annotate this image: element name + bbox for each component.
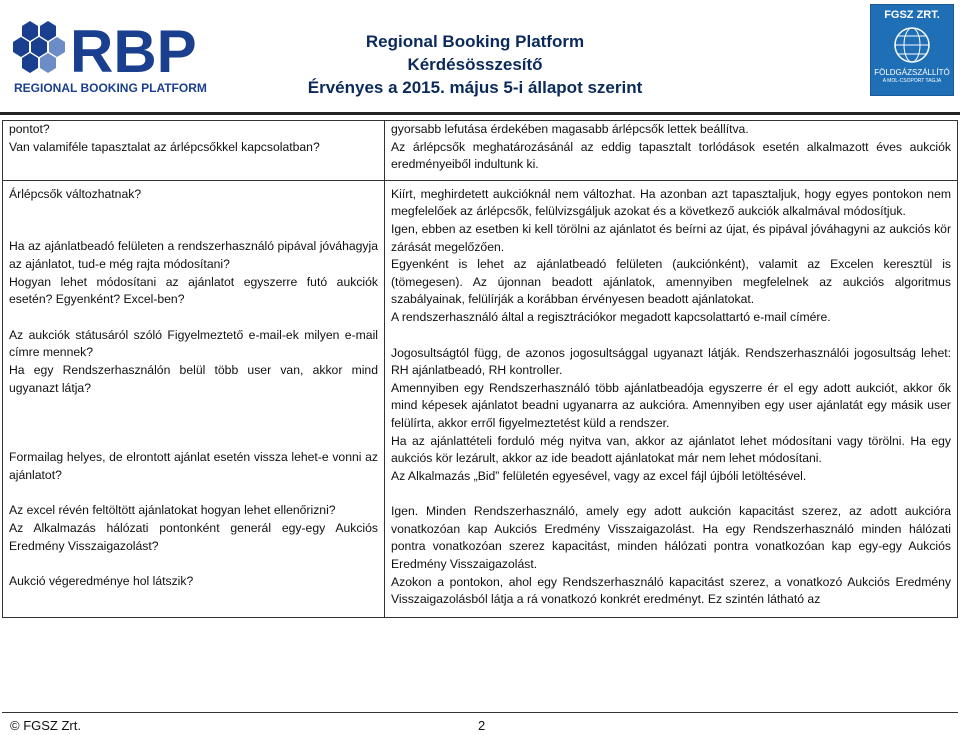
answer-text: gyorsabb lefutása érdekében magasabb árlépcsők lettek beállítva. bbox=[391, 122, 749, 136]
title-line-3: Érvényes a 2015. május 5-i állapot szerint bbox=[307, 78, 643, 97]
footer-copyright: © FGSZ Zrt. bbox=[10, 718, 81, 733]
answer-text: Ha az ajánlattételi forduló még nyitva van, akkor az ajánlatot lehet módosítani vagy törölni. Ha egy aukciós kör lezárult, akkor az ide beadott ajánlatokat már nem lehet módosítani. bbox=[391, 433, 951, 466]
question-text: Árlépcsők változhatnak? bbox=[9, 186, 142, 201]
answer-cell bbox=[385, 121, 958, 181]
answer-text: Kiírt, meghirdetett aukcióknál nem változhat. Ha azonban azt tapasztaljuk, hogy egyes pontokon nem megfelelőek az árlépcsők, felülvizsgáljuk azokat és a következő aukciók alkalmával módosítjuk. bbox=[391, 186, 951, 219]
fgsz-logo-bottom bbox=[871, 68, 953, 85]
answer-text: Azokon a pontokon, ahol egy Rendszerhasználó kapacitást szerez, a vonatkozó Aukciós Eredmény Visszaigazolásból látja a rá vonatkozó konkrét eredményt. Ez szintén látható az bbox=[391, 574, 951, 607]
answer-text: Igen. Minden Rendszerhasználó, amely egy adott aukción kapacitást szerez, az adott aukcióra vonatkozóan kap Aukciós Eredmény Visszaigazolást. Ha egy Rendszerhasználó minden hálózati pontra vonatkozóan szerez kapacitást, minden hálózati pontra vonatkozóan kap egy-egy Aukciós Eredmény Visszaigazolást. bbox=[391, 504, 951, 572]
answer-text: A rendszerhasználó által a regisztrációkor megadott kapcsolattartó e-mail címére. bbox=[391, 309, 831, 324]
document-title bbox=[305, 30, 645, 99]
rbp-logo-subtext: REGIONAL BOOKING PLATFORM bbox=[14, 81, 207, 95]
answer-text: Az árlépcsők meghatározásánál az eddig tapasztalt torlódások esetén alkalmazott éves aukciók eredményeiből indultunk ki. bbox=[391, 139, 951, 172]
question-text: Aukció végeredménye hol látszik? bbox=[9, 574, 194, 589]
answer-text: Az Alkalmazás „Bid” felületén egyesével, vagy az excel fájl újbóli letöltésével. bbox=[391, 468, 807, 483]
rbp-logo-text: RBP bbox=[70, 18, 197, 85]
question-text: Az aukciók státusáról szóló Figyelmeztető e-mail-ek milyen e-mail címre mennek? bbox=[9, 327, 378, 360]
question-text: Van valamiféle tapasztalat az árlépcsőkkel kapcsolatban? bbox=[9, 139, 320, 154]
page-header bbox=[0, 0, 960, 112]
question-text: Az excel révén feltöltött ajánlatokat hogyan lehet ellenőrizni? bbox=[9, 503, 336, 518]
answer-text: Egyenként is lehet az ajánlatbeadó felületen (aukciónként), valamit az Excelen keresztül is (tömegesen). Az újonnan beadott ajánlatok, amennyiben megfelelnek az aukciós algoritmus szabályainak, felülírják a korábban érvényesen beadott ajánlatokat. bbox=[391, 257, 951, 307]
question-text: Ha egy Rendszerhasználón belül több user van, akkor mind ugyanazt látja? bbox=[9, 362, 378, 395]
question-cell bbox=[3, 180, 385, 617]
title-line-1: Regional Booking Platform bbox=[365, 32, 585, 51]
fgsz-logo-name: FÖLDGÁZSZÁLLÍTÓ bbox=[874, 68, 950, 77]
fgsz-logo-sub: A MOL-CSOPORT TAGJA bbox=[882, 78, 942, 84]
fgsz-logo bbox=[870, 4, 954, 96]
question-cell bbox=[3, 121, 385, 181]
question-text: Az Alkalmazás hálózati pontonként generál egy-egy Aukciós Eredmény Visszaigazolást? bbox=[9, 520, 378, 553]
qa-table bbox=[2, 120, 958, 618]
question-text: pontot? bbox=[9, 122, 50, 136]
page-footer bbox=[0, 712, 960, 735]
table-row bbox=[3, 121, 958, 181]
question-text: Hogyan lehet módosítani az ajánlatot egyszerre futó aukciók esetén? Egyenként? Excel-ben? bbox=[9, 274, 378, 307]
header-rule bbox=[0, 112, 960, 115]
answer-text: Jogosultságtól függ, de azonos jogosultsággal ugyanazt látják. Rendszerhasználói jogosultság lehet: RH ajánlatbeadó, RH kontroller. bbox=[391, 345, 951, 378]
question-text: Formailag helyes, de elrontott ajánlat esetén vissza lehet-e vonni az ajánlatot? bbox=[9, 450, 378, 482]
table-row bbox=[3, 180, 958, 617]
answer-text: Amennyiben egy Rendszerhasználó több ajánlatbeadója egyszerre ér el egy adott aukciót, akkor ők mind képesek ajánlatot beadni ugyanarra az aukcióra. Amennyiben egy user ajánlatát egy másik user felülírta, akkor erről figyelmeztetést küld a rendszer. bbox=[391, 380, 951, 430]
title-line-2: Kérdésösszesítő bbox=[407, 55, 543, 74]
answer-cell bbox=[385, 180, 958, 617]
page-number: 2 bbox=[478, 718, 486, 733]
answer-text: Igen, ebben az esetben ki kell törölni az ajánlatot és beírni az újat, és pipával jóváhagyni az aukciós kör zárását megelőzően. bbox=[391, 221, 951, 254]
rbp-logo bbox=[8, 6, 233, 106]
question-text: Ha az ajánlatbeadó felületen a rendszerhasználó pipával jóváhagyja az ajánlatot, tud-e még rajta módosítani? bbox=[9, 239, 378, 271]
globe-icon bbox=[891, 25, 933, 65]
fgsz-logo-top: FGSZ ZRT. bbox=[884, 9, 940, 21]
